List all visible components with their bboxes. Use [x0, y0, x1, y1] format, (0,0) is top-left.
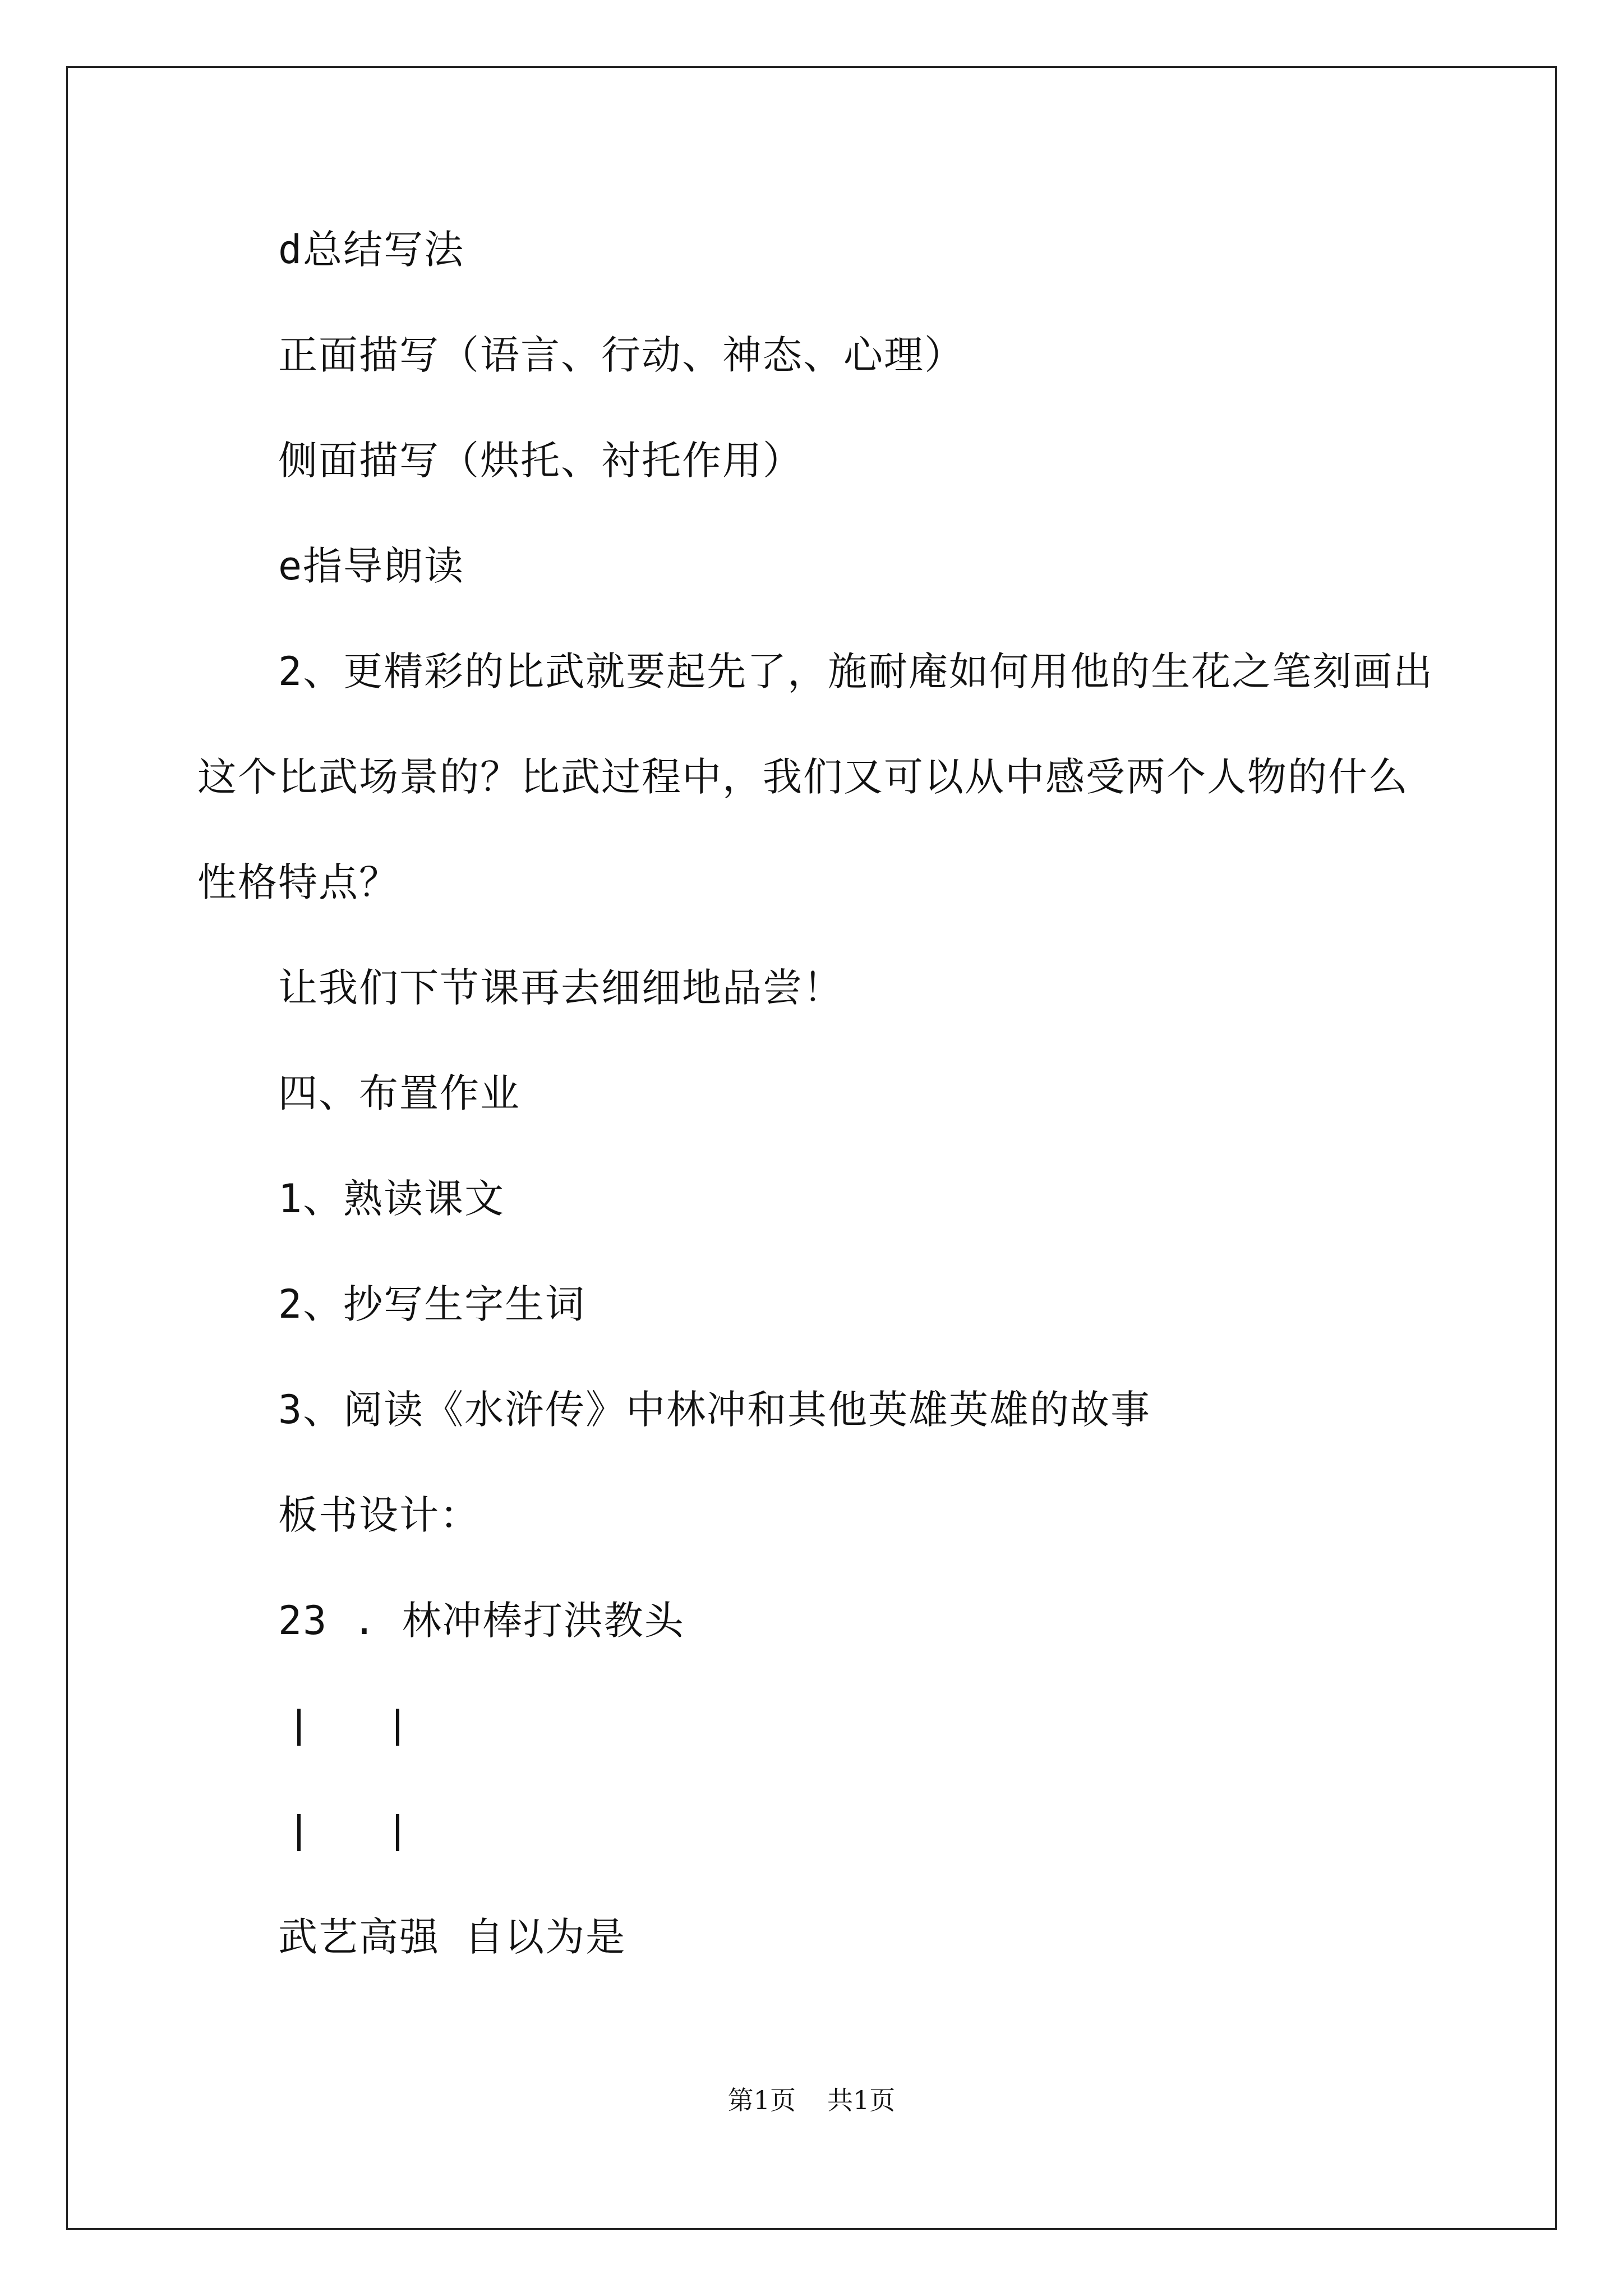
paragraph-line-1: 2、更精彩的比武就要起先了，施耐庵如何用他的生花之笔刻画出 [278, 648, 1434, 694]
page-number: 第1页 [727, 2085, 796, 2115]
next-lesson-line: 让我们下节课再去细细地品尝！ [278, 965, 843, 1011]
page-footer [0, 2083, 1623, 2117]
page-total: 共1页 [827, 2085, 896, 2115]
connector-bar [297, 1709, 301, 1746]
homework-item-1: 1、熟读课文 [278, 1176, 505, 1222]
blackboard-traits: 武艺高强 自以为是 [278, 1914, 626, 1960]
connector-bar [396, 1814, 399, 1851]
heading-guided-reading: e指导朗读 [278, 543, 465, 589]
connector-bar [396, 1709, 399, 1746]
connector-bar [297, 1814, 301, 1851]
blackboard-title: 23 . 林冲棒打洪教头 [278, 1598, 685, 1644]
front-description-line: 正面描写（语言、行动、神态、心理） [278, 332, 965, 378]
page-border [66, 66, 1557, 2230]
heading-homework: 四、布置作业 [278, 1070, 520, 1116]
homework-item-3: 3、阅读《水浒传》中林冲和其他英雄英雄的故事 [278, 1387, 1151, 1433]
heading-blackboard-design: 板书设计： [278, 1492, 480, 1538]
heading-summarize-writing: d总结写法 [278, 227, 465, 273]
paragraph-line-3: 性格特点？ [197, 859, 399, 905]
side-description-line: 侧面描写（烘托、衬托作用） [278, 438, 803, 484]
homework-item-2: 2、抄写生字生词 [278, 1281, 586, 1327]
connector-row-1 [292, 1701, 516, 1751]
connector-row-2 [292, 1806, 516, 1857]
paragraph-line-2: 这个比武场景的？比武过程中，我们又可以从中感受两个人物的什么 [197, 754, 1409, 800]
